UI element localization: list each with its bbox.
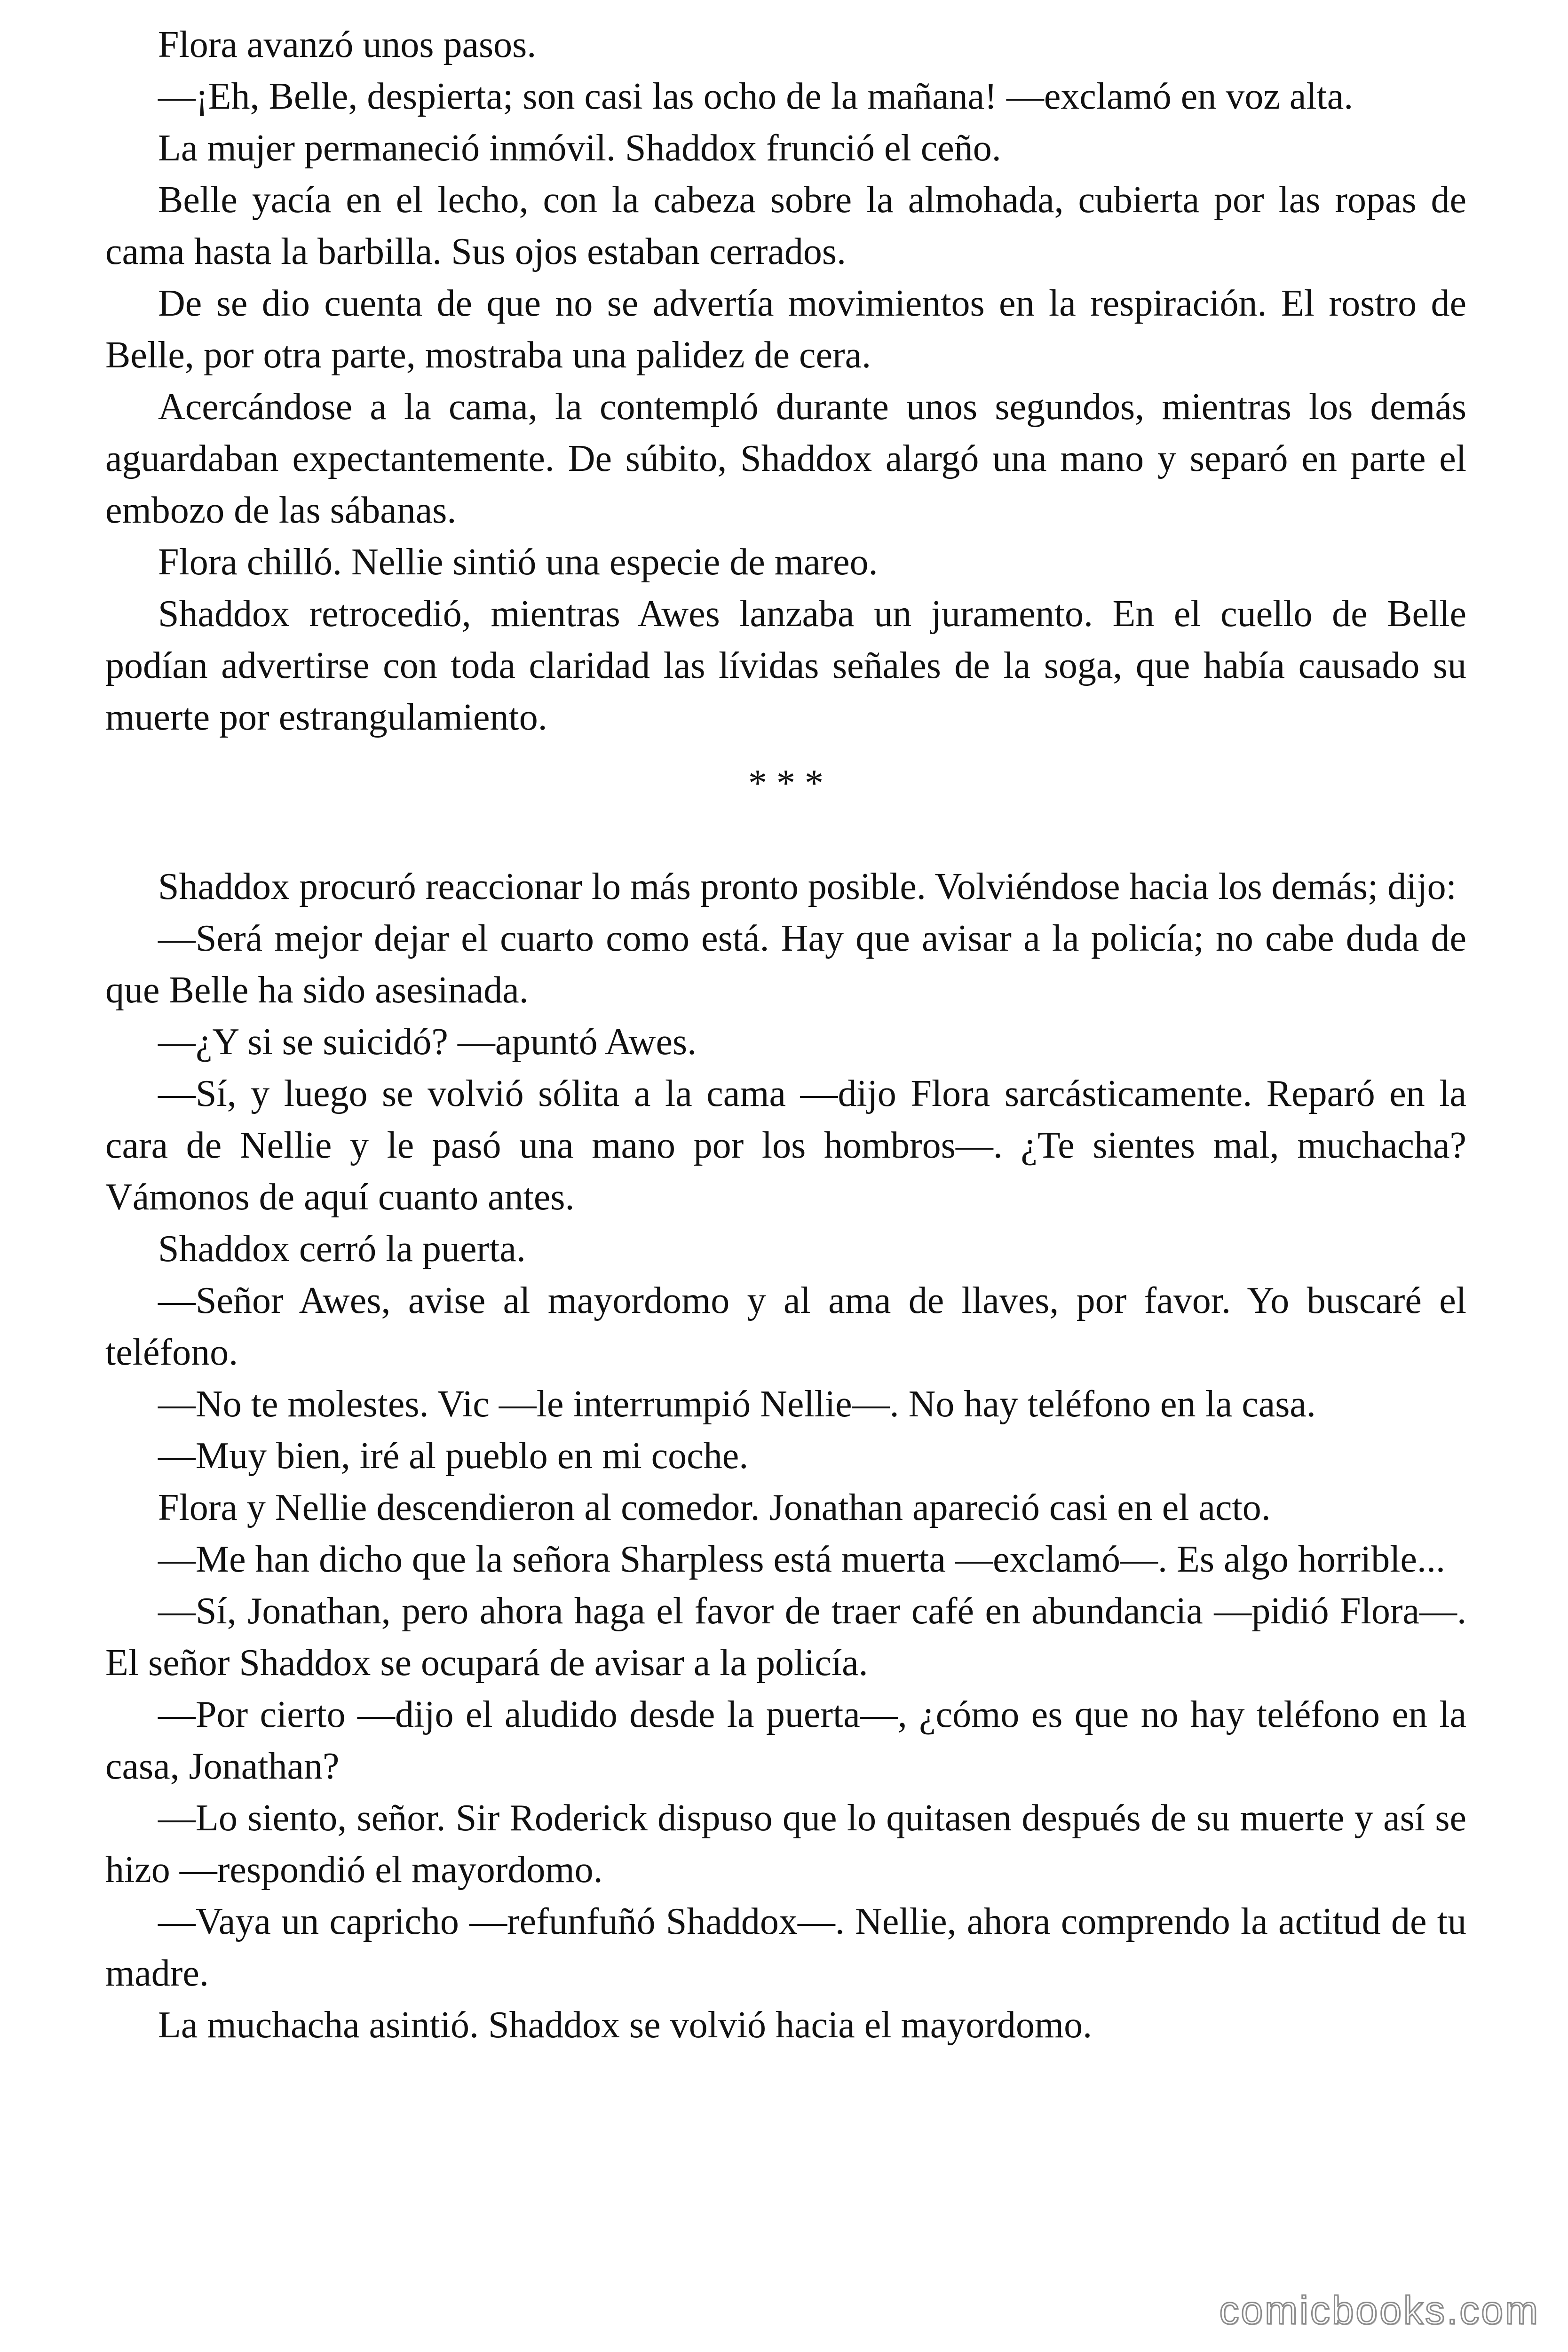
- paragraph: —¿Y si se suicidó? —apuntó Awes.: [158, 1021, 697, 1063]
- paragraph: —Me han dicho que la señora Sharpless está muerta —exclamó—. Es algo horrible...: [158, 1539, 1445, 1580]
- paragraph: —Por cierto —dijo el aludido desde la puerta—, ¿cómo es que no hay teléfono en la casa, Jonathan?: [105, 1694, 1466, 1787]
- paragraph: Belle yacía en el lecho, con la cabeza sobre la almohada, cubierta por las ropas de cama hasta la barbilla. Sus ojos estaban cerrados.: [105, 179, 1466, 272]
- paragraph: —Sí, y luego se volvió sólita a la cama —dijo Flora sarcásticamente. Reparó en la cara de Nellie y le pasó una mano por los hombros—. ¿Te sientes mal, muchacha? Vámonos de aquí cuanto antes.: [105, 1073, 1466, 1218]
- paragraph: —Será mejor dejar el cuarto como está. Hay que avisar a la policía; no cabe duda de que Belle ha sido asesinada.: [105, 918, 1466, 1011]
- text-section-2: [105, 861, 1466, 2051]
- paragraph: —Lo siento, señor. Sir Roderick dispuso que lo quitasen después de su muerte y así se hizo —respondió el mayordomo.: [105, 1797, 1466, 1891]
- paragraph: Flora chilló. Nellie sintió una especie de mareo.: [158, 541, 878, 583]
- paragraph: Flora avanzó unos pasos.: [158, 24, 537, 65]
- paragraph: Shaddox procuró reaccionar lo más pronto posible. Volviéndose hacia los demás; dijo:: [158, 866, 1457, 907]
- paragraph: —Señor Awes, avise al mayordomo y al ama de llaves, por favor. Yo buscaré el teléfono.: [105, 1280, 1466, 1373]
- paragraph: De se dio cuenta de que no se advertía movimientos en la respiración. El rostro de Belle, por otra parte, mostraba una palidez de cera.: [105, 283, 1466, 376]
- paragraph: —Sí, Jonathan, pero ahora haga el favor de traer café en abundancia —pidió Flora—. El señor Shaddox se ocupará de avisar a la policía.: [105, 1590, 1466, 1684]
- paragraph: —Muy bien, iré al pueblo en mi coche.: [158, 1435, 749, 1477]
- paragraph: La mujer permaneció inmóvil. Shaddox frunció el ceño.: [158, 127, 1001, 169]
- paragraph: Shaddox retrocedió, mientras Awes lanzaba un juramento. En el cuello de Belle podían advertirse con toda claridad las lívidas señales de la soga, que había causado su muerte por estrangulamiento.: [105, 593, 1466, 738]
- paragraph: —Vaya un capricho —refunfuñó Shaddox—. Nellie, ahora comprendo la actitud de tu madre.: [105, 1901, 1466, 1994]
- paragraph: Flora y Nellie descendieron al comedor. Jonathan apareció casi en el acto.: [158, 1487, 1271, 1528]
- book-page: [105, 19, 1466, 2051]
- paragraph: —¡Eh, Belle, despierta; son casi las ocho de la mañana! —exclamó en voz alta.: [158, 76, 1354, 117]
- section-separator: * * *: [748, 763, 824, 804]
- paragraph: La muchacha asintió. Shaddox se volvió hacia el mayordomo.: [158, 2004, 1093, 2046]
- text-section-1: [105, 19, 1466, 743]
- paragraph: Shaddox cerró la puerta.: [158, 1228, 526, 1270]
- paragraph: Acercándose a la cama, la contempló durante unos segundos, mientras los demás aguardaban expectantemente. De súbito, Shaddox alargó una mano y separó en parte el embozo de las sábanas.: [105, 386, 1466, 531]
- watermark-logo: comicbooks.com: [1219, 2288, 1540, 2332]
- paragraph: —No te molestes. Vic —le interrumpió Nellie—. No hay teléfono en la casa.: [158, 1383, 1316, 1425]
